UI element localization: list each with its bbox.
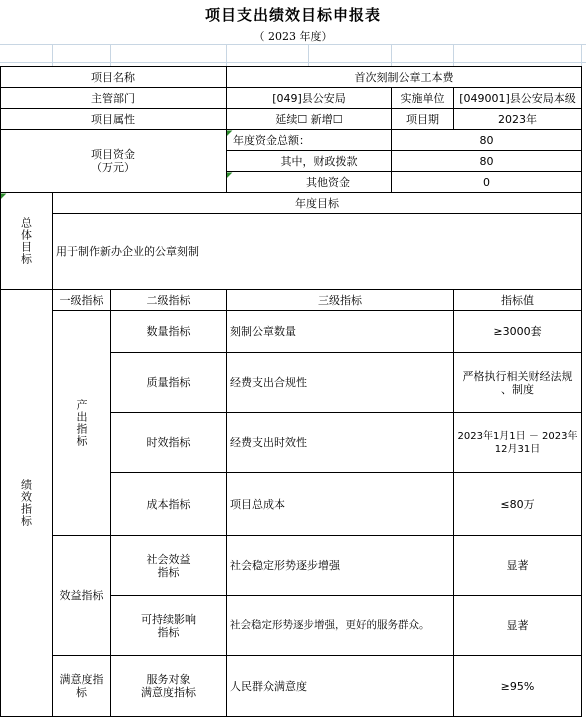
- page-title: 项目支出绩效目标申报表: [204, 6, 381, 24]
- funds-fiscal-value: 80: [479, 154, 494, 168]
- level2-cell: 数量指标: [146, 325, 191, 338]
- level3-cell: 项目总成本: [230, 497, 285, 511]
- cell-marker-icon: ◤: [227, 129, 233, 137]
- impl-value: [049001]县公安局本级: [459, 91, 576, 105]
- cell-marker-icon: ◤: [227, 171, 233, 179]
- level3-cell: 社会稳定形势逐步增强，更好的服务群众。: [230, 619, 430, 631]
- year-subtitle: （ 2023 年度）: [253, 30, 333, 43]
- value-cell: 严格执行相关财经法规 、制度: [462, 369, 573, 396]
- project-name-value: 首次刻制公章工本费: [354, 70, 454, 84]
- dept-value: [049]县公安局: [272, 91, 346, 105]
- satisfaction-indicator-label: 满意度指 标: [59, 673, 104, 699]
- output-indicator-label: 产出指标: [75, 399, 88, 447]
- level2-cell: 服务对象 满意度指标: [141, 673, 196, 699]
- header-level2: 二级指标: [146, 293, 191, 307]
- funds-other-value: 0: [483, 175, 490, 189]
- perf-side-label: 绩效指标: [19, 479, 33, 527]
- cell-marker-icon: ◤: [1, 192, 7, 200]
- level2-cell: 社会效益 指标: [146, 552, 191, 579]
- level3-cell: 人民群众满意度: [230, 679, 307, 693]
- goal-header: 年度目标: [295, 196, 339, 210]
- level3-cell: 经费支出合规性: [230, 376, 307, 389]
- attr-label: 项目属性: [91, 112, 135, 126]
- level3-cell: 社会稳定形势逐步增强: [230, 559, 340, 572]
- level3-cell: 经费支出时效性: [230, 436, 307, 449]
- project-name-label: 项目名称: [91, 70, 135, 84]
- impl-label: 实施单位: [400, 91, 445, 105]
- effect-indicator-label: 效益指标: [59, 589, 104, 602]
- funds-total-label: 年度资金总额：: [233, 133, 310, 147]
- attr-value: 延续☐ 新增☐: [275, 112, 343, 126]
- header-value: 指标值: [501, 293, 534, 307]
- goal-side-label: 总体目标: [19, 217, 33, 265]
- value-cell: ≥3000套: [493, 325, 542, 338]
- funds-label: 项目资金 （万元）: [91, 148, 135, 174]
- goal-text: 用于制作新办企业的公章刻制: [56, 245, 199, 258]
- level3-cell: 刻制公章数量: [230, 325, 296, 338]
- level2-cell: 质量指标: [146, 376, 191, 389]
- header-level3: 三级指标: [318, 293, 362, 307]
- funds-other-label: 其他资金: [306, 175, 350, 189]
- value-cell: 显著: [506, 559, 529, 572]
- level2-cell: 时效指标: [146, 436, 191, 449]
- value-cell: 显著: [506, 619, 529, 632]
- value-cell: 2023年1月1日 － 2023年 12月31日: [457, 430, 578, 455]
- funds-total-value: 80: [479, 133, 494, 147]
- dept-label: 主管部门: [91, 91, 135, 105]
- value-cell: ≥95%: [500, 679, 535, 693]
- funds-fiscal-label: 其中，财政拨款: [280, 154, 358, 168]
- level2-cell: 成本指标: [146, 497, 191, 511]
- period-value: 2023年: [498, 112, 537, 126]
- value-cell: ≤80万: [500, 497, 535, 511]
- period-label: 项目期: [406, 112, 439, 126]
- header-level1: 一级指标: [59, 293, 104, 307]
- level2-cell: 可持续影响 指标: [141, 612, 196, 639]
